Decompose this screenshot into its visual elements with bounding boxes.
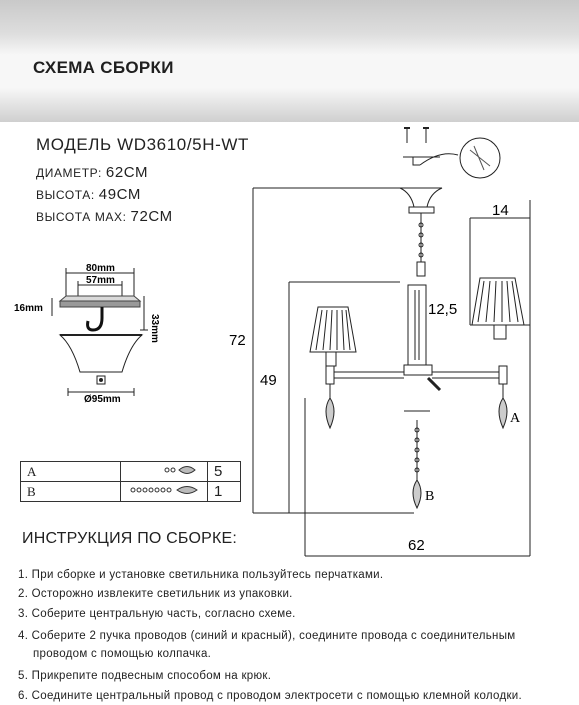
spec-diameter-label: ДИАМЕТР:	[36, 166, 102, 180]
part-label: A	[21, 462, 121, 482]
dim-diameter: 62	[408, 537, 425, 554]
dim-shade-width: 14	[492, 202, 509, 219]
instruction-step: 1. При сборке и установке светильника пользуйтесь перчатками.	[18, 569, 384, 581]
hook-width-top: 80mm	[86, 263, 115, 274]
parts-table	[20, 461, 241, 504]
crystal-chain-icon	[127, 483, 201, 497]
spec-height-max-label: ВЫСОТА MAX:	[36, 210, 127, 224]
part-icon	[121, 482, 208, 502]
instruction-step: 3. Соберите центральную часть, согласно схеме.	[18, 608, 296, 620]
part-icon	[121, 462, 208, 482]
instruction-step: 6. Соедините центральный провод с проводом электросети с помощью клемной колодки.	[18, 690, 523, 702]
dim-shade-height: 12,5	[428, 301, 458, 318]
part-label: B	[21, 482, 121, 502]
instruction-step: 5. Прикрепите подвесным способом на крюк.	[18, 670, 272, 682]
cup-diameter: Ø95mm	[84, 394, 121, 405]
spec-diameter-value: 62СМ	[105, 164, 149, 181]
parts-row	[21, 482, 241, 502]
instruction-step-continued: проводом с помощью колпачка.	[33, 648, 212, 660]
spec-height-label: ВЫСОТА:	[36, 188, 95, 202]
part-b-label: B	[425, 489, 435, 504]
spec-height-value: 49СМ	[98, 186, 142, 203]
part-qty: 5	[208, 462, 241, 482]
parts-row	[21, 462, 241, 482]
hook-diagram	[52, 268, 148, 396]
page-title: СХЕМА СБОРКИ	[33, 58, 174, 77]
dim-height: 49	[260, 372, 277, 389]
model-label: МОДЕЛЬ WD3610/5H-WT	[36, 135, 249, 154]
hook-side-left: 16mm	[14, 303, 43, 314]
crystal-pendant-icon	[161, 463, 201, 477]
instruction-step: 2. Осторожно извлеките светильник из упаковки.	[18, 588, 293, 600]
spec-height-max-value: 72СМ	[130, 208, 173, 225]
chandelier-drawing	[253, 128, 530, 556]
instructions-title: ИНСТРУКЦИЯ ПО СБОРКЕ:	[22, 530, 238, 547]
hook-width-inner: 57mm	[86, 275, 115, 286]
part-qty: 1	[208, 482, 241, 502]
part-a-label: A	[510, 411, 521, 426]
hook-side-right: 33mm	[149, 314, 160, 343]
instruction-step: 4. Соберите 2 пучка проводов (синий и красный), соедините провода с соединительным	[18, 630, 516, 642]
dim-height-max: 72	[229, 332, 246, 349]
